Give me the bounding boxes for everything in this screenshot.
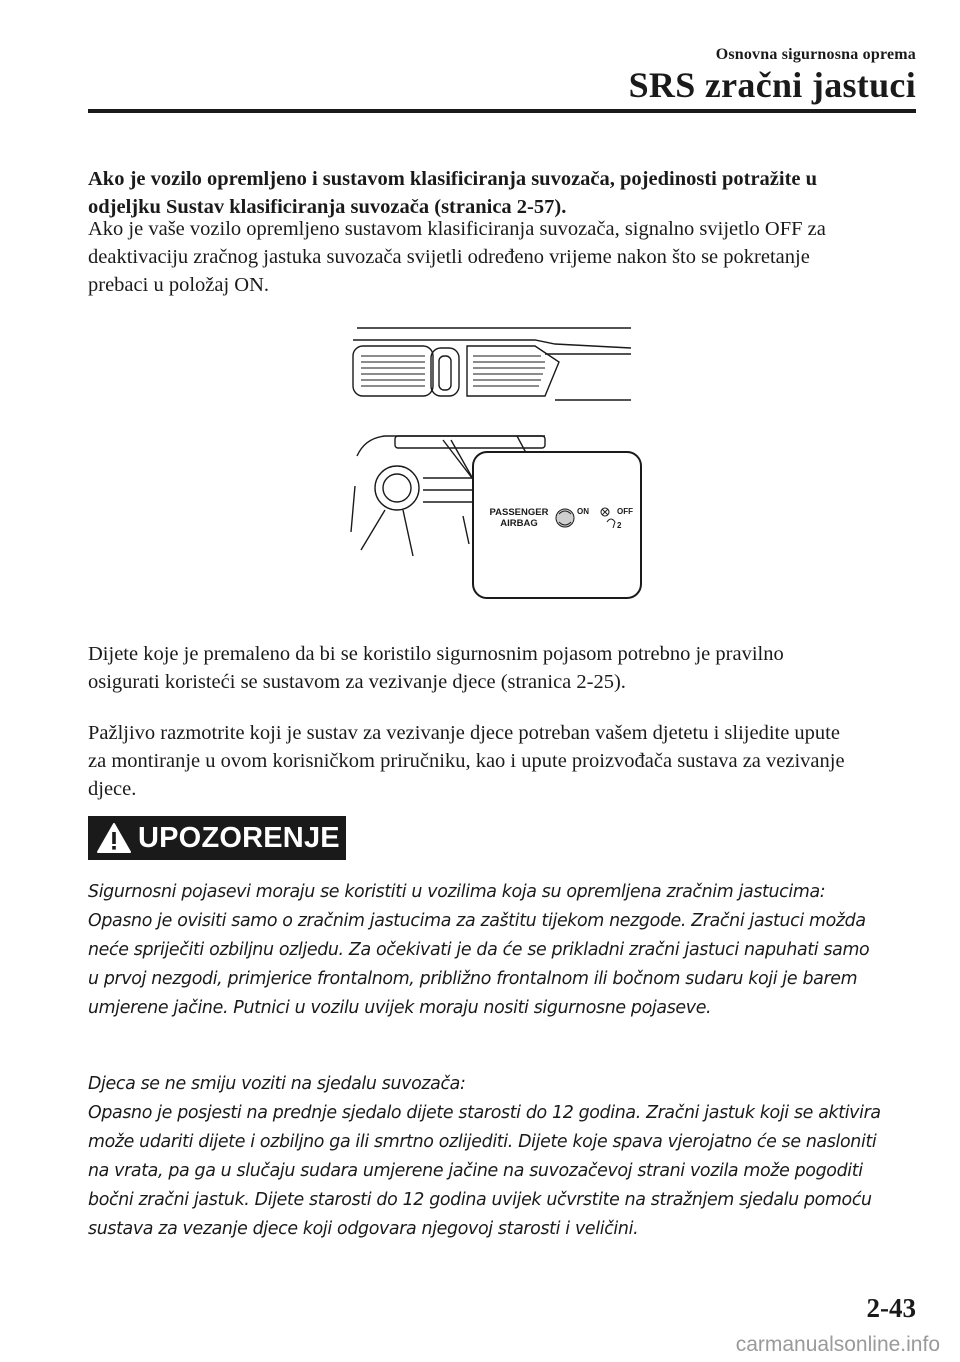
watermark: carmanualsonline.info (735, 1333, 940, 1356)
airbag-label: AIRBAG (500, 518, 538, 529)
page-title: SRS zračni jastuci (628, 65, 916, 105)
warning-block1-line-3: u prvoj nezgodi, primjerice frontalnom, približno frontalnom ili bočnom sudaru koji je barem (88, 969, 858, 989)
seat-number-label: 2 (617, 521, 622, 530)
warning-banner (88, 816, 346, 860)
warning-block2-line-1: Opasno je posjesti na prednje sjedalo dijete starosti do 12 godina. Zračni jastuk koji se aktivira (88, 1103, 881, 1123)
off-label: OFF (617, 507, 633, 516)
dashboard-illustration (345, 318, 645, 618)
warning-block2-line-4: bočni zračni jastuk. Dijete starosti do 12 godina uvijek učvrstite na stražnjem sjedalu pomoću (88, 1190, 872, 1210)
vent-knob (431, 348, 459, 396)
left-air-vent (353, 346, 433, 396)
warning-block1-line-4: umjerene jačine. Putnici u vozilu uvijek moraju nositi sigurnosne pojaseve. (88, 998, 712, 1018)
warning-block2-heading: Djeca se ne smiju voziti na sjedalu suvozača: (88, 1074, 466, 1094)
warning-block2-line-3: na vrata, pa ga u slučaju sudara umjerene jačine na suvozačevoj strani vozila može pogoditi (88, 1161, 863, 1181)
para2-line-1: Pažljivo razmotrite koji je sustav za vezivanje djece potreban vašem djetetu i slijedite upute (88, 722, 840, 744)
warning-triangle-icon (96, 822, 132, 854)
section-label: Osnovna sigurnosna oprema (715, 46, 916, 63)
header-divider (88, 109, 916, 113)
warning-block1-heading: Sigurnosni pojasevi moraju se koristiti u vozilima koja su opremljena zračnim jastucima: (88, 882, 826, 902)
warning-label: UPOZORENJE (138, 821, 340, 854)
right-air-vent (467, 346, 559, 396)
page-number: 2-43 (866, 1293, 916, 1323)
indicator-zoom-panel (473, 452, 641, 598)
console-dial (375, 466, 419, 510)
dash-contour (353, 340, 631, 348)
para2-line-3: djece. (88, 778, 137, 800)
para1-line-2: osigurati koristeći se sustavom za vezivanje djece (stranica 2-25). (88, 671, 626, 693)
passenger-label: PASSENGER (489, 507, 549, 518)
intro-bold-line-2: odjeljku Sustav klasificiranja suvozača (stranica 2-57). (88, 196, 567, 218)
para1-line-1: Dijete koje je premaleno da bi se koristilo sigurnosnim pojasom potrebno je pravilno (88, 643, 784, 665)
on-lamp-icon (556, 509, 574, 527)
intro-line-3: Ako je vaše vozilo opremljeno sustavom klasificiranja suvozača, signalno svijetlo OFF za (88, 218, 826, 240)
intro-line-5: prebaci u položaj ON. (88, 274, 270, 296)
warning-block1-line-2: neće spriječiti ozbiljnu ozljedu. Za očekivati je da će se prikladni zračni jastuci napuhati samo (88, 940, 870, 960)
para2-line-2: za montiranje u ovom korisničkom priručniku, kao i upute proizvođača sustava za vezivanje (88, 750, 845, 772)
warning-block2-line-5: sustava za vezanje djece koji odgovara njegovoj starosti i veličini. (88, 1219, 639, 1239)
intro-bold-line-1: Ako je vozilo opremljeno i sustavom klasificiranja suvozača, pojedinosti potražite u (88, 168, 818, 190)
warning-block1-line-1: Opasno je ovisiti samo o zračnim jastucima za zaštitu tijekom nezgode. Zračni jastuci možda (88, 911, 866, 931)
warning-block2-line-2: može udariti dijete i ozbiljno ga ili smrtno ozlijediti. Dijete koje spava vjerojatno će se nasloniti (88, 1132, 877, 1152)
on-label: ON (577, 507, 589, 516)
intro-line-4: deaktivaciju zračnog jastuka suvozača svijetli određeno vrijeme nakon što se pokretanje (88, 246, 810, 268)
